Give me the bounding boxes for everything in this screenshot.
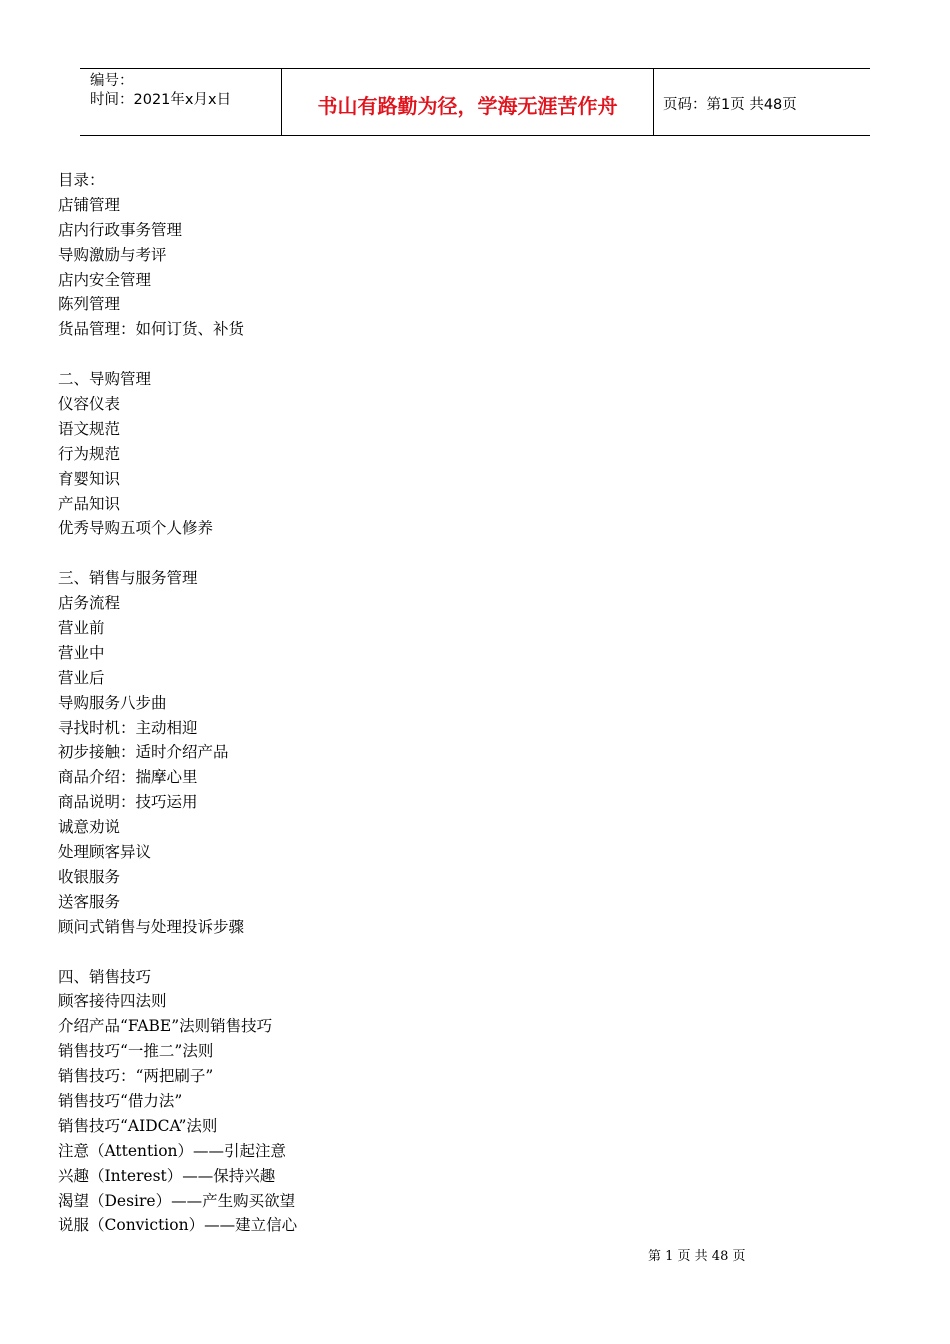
table-of-contents [58,168,878,1238]
blank-line [58,940,878,965]
toc-line: 仪容仪表 [58,395,121,414]
toc-line: 陈列管理 [58,295,121,314]
toc-line: 优秀导购五项个人修养 [58,519,214,538]
page-header [80,68,870,136]
blank-line [58,342,878,367]
toc-line: 兴趣（Interest）——保持兴趣 [58,1166,276,1185]
toc-line: 处理顾客异议 [58,843,152,862]
toc-line: 销售技巧“一推二”法则 [58,1042,214,1061]
toc-line: 销售技巧：“两把刷子” [58,1067,214,1086]
toc-line: 语文规范 [58,419,121,438]
header-motto: 书山有路勤为径，学海无涯苦作舟 [281,69,654,135]
toc-line: 行为规范 [58,444,121,463]
toc-line: 营业后 [58,668,105,687]
toc-line: 店内安全管理 [58,270,152,289]
toc-line: 初步接触：适时介绍产品 [58,743,229,762]
toc-line: 销售技巧“借力法” [58,1091,183,1110]
toc-line: 育婴知识 [58,469,121,488]
toc-line: 店务流程 [58,594,121,613]
toc-line: 注意（Attention）——引起注意 [58,1141,287,1160]
toc-line: 商品说明：技巧运用 [58,793,198,812]
header-page-info: 页码：第1页 共48页 [663,96,797,113]
document-date: 时间：2021年x月x日 [90,92,232,108]
toc-line: 说服（Conviction）——建立信心 [58,1216,298,1235]
toc-line: 顾客接待四法则 [58,992,167,1011]
toc-line: 二、导购管理 [58,370,152,389]
page-footer: 第 1 页 共 48 页 [648,1249,746,1264]
toc-line: 寻找时机：主动相迎 [58,718,198,737]
toc-line: 四、销售技巧 [58,967,152,986]
toc-line: 介绍产品“FABE”法则销售技巧 [58,1017,273,1036]
toc-line: 产品知识 [58,494,121,513]
toc-line: 商品介绍：揣摩心里 [58,768,198,787]
toc-line: 营业前 [58,619,105,638]
toc-line: 导购服务八步曲 [58,693,167,712]
toc-line: 导购激励与考评 [58,245,167,264]
document-number-label: 编号： [90,73,134,89]
header-meta-cell [80,69,281,135]
toc-line: 目录： [58,171,105,189]
toc-line: 店铺管理 [58,195,121,214]
toc-line: 诚意劝说 [58,818,121,837]
toc-line: 送客服务 [58,892,121,911]
blank-line [58,541,878,566]
toc-line: 三、销售与服务管理 [58,569,198,588]
toc-line: 收银服务 [58,867,121,886]
toc-line: 顾问式销售与处理投诉步骤 [58,917,245,936]
toc-line: 销售技巧“AIDCA”法则 [58,1116,218,1135]
toc-line: 营业中 [58,643,105,662]
toc-line: 渴望（Desire）——产生购买欲望 [58,1191,296,1210]
toc-line: 店内行政事务管理 [58,220,183,239]
toc-line: 货品管理：如何订货、补货 [58,320,245,339]
